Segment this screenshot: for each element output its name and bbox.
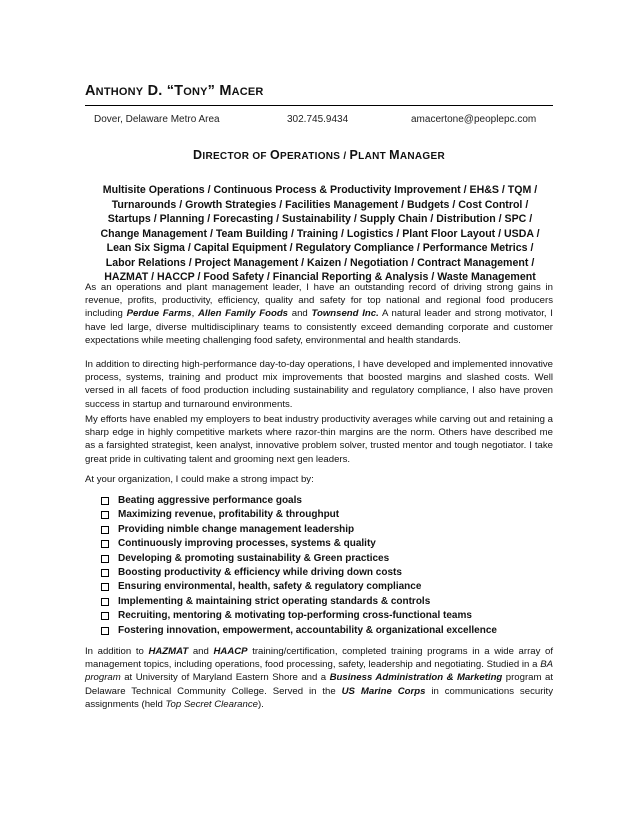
paragraph-text: A natural leader and strong motivator, I have led large, diverse multidisciplinary teams to consistently exceed demanding corporate and customer expectations while meeting challenging food safety, environmental and health standards. — [85, 308, 553, 346]
title-part: P — [349, 148, 359, 162]
skills-line: Change Management / Team Building / Training / Logistics / Plant Floor Layout / USDA / — [100, 227, 540, 240]
list-item — [100, 494, 550, 508]
skills-line: Turnarounds / Growth Strategies / Facilities Management / Budgets / Cost Control / — [111, 198, 529, 211]
name-part: ACER — [231, 86, 264, 98]
company-name: Perdue Farms — [126, 308, 192, 320]
paragraph-text: and — [288, 308, 312, 320]
checkbox-bullet-icon — [101, 526, 109, 534]
certification-name: HAZMAT — [148, 646, 189, 657]
job-title — [0, 148, 638, 162]
list-item — [100, 609, 550, 623]
checkbox-bullet-icon — [101, 598, 109, 606]
paragraph-text: at University of Maryland Eastern Shore and a — [120, 672, 330, 684]
paragraph-text: program at Delaware Technical Community College. Served in the — [85, 672, 553, 697]
skills-line: Lean Six Sigma / Capital Equipment / Regulatory Compliance / Performance Metrics / — [106, 242, 534, 255]
name-part: A — [85, 83, 96, 99]
list-item — [100, 580, 550, 594]
list-item-text: Maximizing revenue, profitability & throughput — [118, 509, 340, 521]
name-part: D. “T — [147, 83, 184, 99]
skills-line: Labor Relations / Project Management / Kaizen / Negotiation / Contract Management / — [105, 256, 535, 269]
list-item-text: Ensuring environmental, health, safety & regulatory compliance — [118, 581, 422, 593]
skills-line: HAZMAT / HACCP / Food Safety / Financial Reporting & Analysis / Waste Management — [104, 271, 536, 284]
skills-summary — [85, 183, 555, 285]
title-part: LANT — [358, 151, 390, 162]
company-name: Allen Family Foods — [197, 308, 289, 320]
list-item-text: Continuously improving processes, systems & quality — [118, 538, 376, 550]
title-part: PERATIONS / — [279, 151, 350, 162]
name-part: NTHONY — [95, 86, 144, 98]
efforts-paragraph: My efforts have enabled my employers to beat industry productivity averages while carving out and retaining a sharp edge in highly competitive markets where razor-thin margins are the norm. Others have described me as a farsighted strategist, keen analyst, innovative problem solver, trusted mentor and tough negotiator. I take great pride in cultivating talent and grooming next gen leaders. — [85, 414, 553, 465]
paragraph-text: As an operations and plant management leader, I have an outstanding record of driving strong gains in revenue, profits, productivity, efficiency, quality and safety for top national and regional food producers including — [85, 282, 553, 320]
military-service: US Marine Corps — [341, 685, 426, 697]
title-part: M — [389, 148, 400, 162]
paragraph-text: training/certification, completed training programs in a wide array of management topics, including operations, food processing, safety, leadership and negotiating. Studied in a — [85, 646, 554, 671]
candidate-name — [85, 83, 264, 99]
checkbox-bullet-icon — [101, 540, 109, 548]
list-item-text: Implementing & maintaining strict operating standards & controls — [118, 595, 431, 607]
checkbox-bullet-icon — [101, 497, 109, 505]
list-item-text: Developing & promoting sustainability & Green practices — [118, 552, 390, 564]
list-item — [100, 552, 550, 566]
list-item-text: Boosting productivity & efficiency while driving down costs — [118, 566, 402, 578]
degree-program: Business Administration & Marketing — [329, 672, 503, 684]
list-item — [100, 624, 550, 638]
clearance-level: Top Secret Clearance — [165, 698, 258, 710]
skills-line: Startups / Planning / Forecasting / Sustainability / Supply Chain / Distribution / SPC / — [107, 213, 533, 226]
checkbox-bullet-icon — [101, 583, 109, 591]
operations-paragraph: In addition to directing high-performance day-to-day operations, I have developed and implemented innovative process, systems, training and product mix improvements that boosted margins and slashed costs. Well versed in all facets of food production including sustainability and regulatory compliance, I also have proven success in startup and turnaround environments. — [85, 359, 553, 410]
list-item-text: Beating aggressive performance goals — [118, 495, 302, 506]
list-item — [100, 523, 550, 537]
paragraph-text: , — [191, 308, 198, 320]
checkbox-bullet-icon — [101, 569, 109, 577]
intro-paragraph — [85, 281, 553, 347]
contact-email: amacertone@peoplepc.com — [411, 114, 537, 125]
contact-phone: 302.745.9434 — [287, 114, 349, 125]
title-part: ANAGER — [399, 151, 445, 162]
list-item-text: Providing nimble change management leadership — [118, 523, 355, 535]
paragraph-text: In addition to — [85, 646, 149, 657]
list-item-text: Fostering innovation, empowerment, accountability & organizational excellence — [118, 624, 497, 636]
list-item — [100, 566, 550, 580]
impact-list — [100, 494, 550, 638]
company-name: Townsend Inc. — [311, 308, 379, 320]
degree-program: BA program — [85, 659, 553, 684]
list-item — [100, 508, 550, 522]
checkbox-bullet-icon — [101, 511, 109, 519]
title-part: IRECTOR OF — [202, 151, 270, 162]
checkbox-bullet-icon — [101, 627, 109, 635]
contact-location: Dover, Delaware Metro Area — [94, 114, 220, 125]
training-paragraph — [85, 645, 553, 711]
title-part: D — [193, 148, 203, 162]
checkbox-bullet-icon — [101, 612, 109, 620]
title-part: O — [269, 148, 280, 162]
impact-intro: At your organization, I could make a strong impact by: — [85, 474, 314, 485]
name-part: ” M — [207, 83, 232, 99]
skills-line: Multisite Operations / Continuous Process & Productivity Improvement / EH&S / TQM / — [102, 184, 538, 196]
name-part: ONY — [183, 86, 208, 98]
list-item — [100, 595, 550, 609]
paragraph-text: in communications security assignments (held — [85, 685, 553, 710]
certification-name: HAACP — [213, 646, 248, 657]
list-item — [100, 537, 550, 551]
checkbox-bullet-icon — [101, 555, 109, 563]
paragraph-text: and — [188, 646, 214, 657]
list-item-text: Recruiting, mentoring & motivating top-performing cross-functional teams — [118, 610, 472, 622]
paragraph-text: ). — [257, 698, 264, 710]
header-divider — [85, 105, 553, 106]
